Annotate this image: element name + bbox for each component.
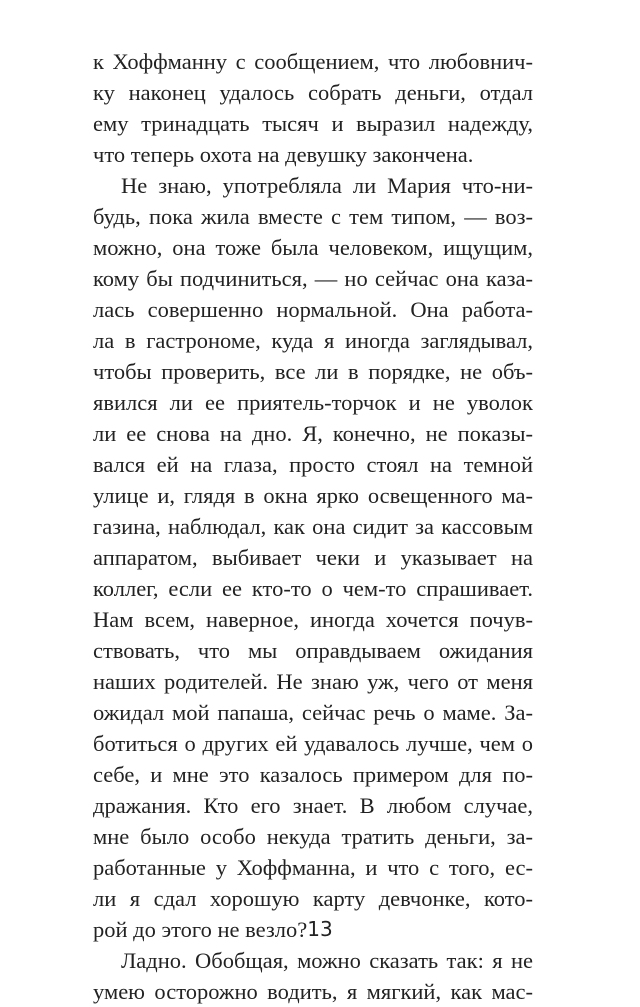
- text-line: Не знаю, употребляла ли Мария что-ни-: [121, 173, 533, 198]
- text-line: можно, она тоже была человеком, ищущим,: [93, 235, 533, 260]
- text-line: что теперь охота на девушку закончена.: [93, 142, 474, 167]
- text-line: Ладно. Обобщая, можно сказать так: я не: [121, 948, 533, 973]
- text-line: дражания. Кто его знает. В любом случае,: [93, 793, 533, 818]
- text-line: вался ей на глаза, просто стоял на темной: [93, 452, 533, 477]
- text-line: наших родителей. Не знаю уж, чего от меня: [93, 669, 533, 694]
- text-line: ли я сдал хорошую карту девчонке, кото-: [93, 886, 533, 911]
- text-line: лась совершенно нормальной. Она работа-: [93, 297, 533, 322]
- text-line: ствовать, что мы оправдываем ожидания: [93, 638, 533, 663]
- text-line: рой до этого не везло?: [93, 917, 308, 942]
- text-line: будь, пока жила вместе с тем типом, — воз-: [93, 204, 533, 229]
- text-line: ла в гастрономе, куда я иногда заглядывал,: [93, 328, 533, 353]
- text-line: ему тринадцать тысяч и выразил надежду,: [93, 111, 533, 136]
- text-line: ботиться о других ей удавалось лучше, чем о: [93, 731, 533, 756]
- text-line: кому бы подчиниться, — но сейчас она каза-: [93, 266, 533, 291]
- text-line: коллег, если ее кто-то о чем-то спрашивает.: [93, 576, 533, 601]
- text-line: аппаратом, выбивает чеки и указывает на: [93, 545, 533, 570]
- text-line: ожидал мой папаша, сейчас речь о маме. За-: [93, 700, 533, 725]
- page-number: 13: [307, 917, 333, 941]
- text-line: ку наконец удалось собрать деньги, отдал: [93, 80, 533, 105]
- text-line: работанные у Хоффманна, и что с того, ес-: [93, 855, 533, 880]
- text-line: чтобы проверить, все ли в порядке, не объ-: [93, 359, 533, 384]
- body-text: [93, 46, 533, 1007]
- text-line: умею осторожно водить, я мягкий, как мас-: [93, 979, 533, 1004]
- text-line: Нам всем, наверное, иногда хочется почув-: [93, 607, 533, 632]
- text-line: газина, наблюдал, как она сидит за кассовым: [93, 514, 533, 539]
- text-line: к Хоффманну с сообщением, что любовнич-: [93, 49, 533, 74]
- text-line: явился ли ее приятель-торчок и не уволок: [93, 390, 533, 415]
- text-line: ли ее снова на дно. Я, конечно, не показы-: [93, 421, 533, 446]
- text-line: мне было особо некуда тратить деньги, за-: [93, 824, 533, 849]
- text-line: улице и, глядя в окна ярко освещенного ма-: [93, 483, 533, 508]
- text-line: себе, и мне это казалось примером для по-: [93, 762, 533, 787]
